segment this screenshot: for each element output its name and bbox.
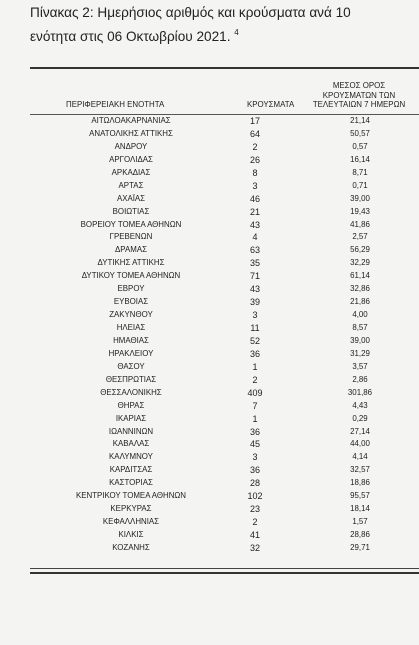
table-row <box>30 361 419 374</box>
cell-seven-day-average: 18,14 <box>350 504 370 514</box>
cell-seven-day-average: 19,43 <box>350 206 370 216</box>
table-body <box>30 115 419 555</box>
cell-cases: 1 <box>252 413 258 424</box>
cell-cases: 64 <box>249 128 260 139</box>
table-row <box>30 322 419 335</box>
cell-seven-day-average: 18,86 <box>350 478 370 488</box>
cell-region: ΗΜΑΘΙΑΣ <box>113 335 149 345</box>
cell-cases: 1 <box>252 361 258 372</box>
table-row <box>30 141 419 154</box>
cell-region: ΒΟΡΕΙΟΥ ΤΟΜΕΑ ΑΘΗΝΩΝ <box>80 219 182 229</box>
cell-region: ΚΕΝΤΡΙΚΟΥ ΤΟΜΕΑ ΑΘΗΝΩΝ <box>75 491 187 501</box>
cell-region: ΓΡΕΒΕΝΩΝ <box>109 232 153 242</box>
cell-cases: 46 <box>249 193 260 204</box>
table-row <box>30 167 419 180</box>
cell-seven-day-average: 32,57 <box>350 465 370 475</box>
table-row <box>30 309 419 322</box>
cell-cases: 36 <box>249 426 260 437</box>
cell-cases: 8 <box>252 167 258 178</box>
header-seven-day-average <box>307 81 411 110</box>
cell-seven-day-average: 21,86 <box>350 297 370 307</box>
cell-cases: 43 <box>249 284 260 295</box>
table-bottom-rule-2 <box>30 572 419 574</box>
cell-region: ΑΡΚΑΔΙΑΣ <box>111 167 151 177</box>
cell-region: ΔΥΤΙΚΟΥ ΤΟΜΕΑ ΑΘΗΝΩΝ <box>81 271 181 281</box>
cell-cases: 7 <box>252 400 258 411</box>
cell-region: ΑΧΑΪΑΣ <box>116 193 146 203</box>
cell-seven-day-average: 32,29 <box>350 258 370 268</box>
cell-region: ΔΡΑΜΑΣ <box>115 245 147 255</box>
table-row <box>30 231 419 244</box>
cell-region: ΖΑΚΥΝΘΟΥ <box>109 310 153 320</box>
cell-region: ΘΕΣΠΡΩΤΙΑΣ <box>105 374 157 384</box>
cell-region: ΗΛΕΙΑΣ <box>116 323 146 332</box>
table-row <box>30 154 419 167</box>
table-row <box>30 296 419 309</box>
cell-seven-day-average: 32,86 <box>350 284 370 294</box>
table-row <box>30 503 419 516</box>
table-row <box>30 413 419 426</box>
cell-cases: 43 <box>249 219 260 230</box>
cell-region: ΘΗΡΑΣ <box>117 400 145 410</box>
cell-cases: 39 <box>249 297 260 308</box>
table-row <box>30 219 419 232</box>
cell-region: ΚΙΛΚΙΣ <box>118 530 144 539</box>
table-bottom-rule-1 <box>30 568 419 569</box>
cell-seven-day-average: 28,86 <box>350 530 370 539</box>
table-row <box>30 451 419 464</box>
cell-seven-day-average: 21,14 <box>350 116 370 125</box>
cell-seven-day-average: 2,86 <box>352 374 368 384</box>
header-avg-line-1: ΜΕΣΟΣ ΟΡΟΣ <box>332 81 386 90</box>
cell-cases: 2 <box>252 374 258 385</box>
cell-cases: 21 <box>249 206 260 217</box>
table-row <box>30 206 419 219</box>
cell-region: ΙΚΑΡΙΑΣ <box>115 413 147 423</box>
cell-region: ΘΕΣΣΑΛΟΝΙΚΗΣ <box>100 387 162 397</box>
table-row <box>30 464 419 477</box>
cell-seven-day-average: 44,00 <box>350 439 370 449</box>
table-row <box>30 516 419 529</box>
header-avg-line-2: ΚΡΟΥΣΜΑΤΩΝ ΤΩΝ <box>322 90 396 100</box>
cell-region: ΔΥΤΙΚΗΣ ΑΤΤΙΚΗΣ <box>97 258 165 268</box>
table-row <box>30 542 419 555</box>
cell-region: ΑΙΤΩΛΟΑΚΑΡΝΑΝΙΑΣ <box>91 116 171 125</box>
table-row <box>30 490 419 503</box>
table-row <box>30 335 419 348</box>
cell-seven-day-average: 61,14 <box>350 271 370 281</box>
cell-cases: 3 <box>252 310 258 321</box>
table-row <box>30 180 419 193</box>
table-row <box>30 244 419 257</box>
cell-cases: 26 <box>249 154 260 165</box>
cell-region: ΘΑΣΟΥ <box>117 361 145 371</box>
table-row <box>30 387 419 400</box>
cell-cases: 2 <box>252 141 258 152</box>
cell-seven-day-average: 0,71 <box>352 180 368 190</box>
cell-seven-day-average: 27,14 <box>350 426 370 436</box>
caption-line-1: Πίνακας 2: Ημερήσιος αριθμός και κρούσματα ανά 10 <box>30 5 351 20</box>
table-row <box>30 374 419 387</box>
cell-cases: 35 <box>249 258 260 269</box>
cell-region: ΕΒΡΟΥ <box>117 284 145 294</box>
cell-cases: 52 <box>249 335 260 346</box>
header-region: ΠΕΡΙΦΕΡΕΙΑΚΗ ΕΝΟΤΗΤΑ <box>66 100 165 109</box>
table-row <box>30 283 419 296</box>
table-row <box>30 400 419 413</box>
cell-seven-day-average: 29,71 <box>350 542 370 552</box>
table-caption <box>30 3 419 47</box>
cell-cases: 28 <box>249 478 260 489</box>
cell-cases: 36 <box>249 465 260 476</box>
cell-region: ΚΑΒΑΛΑΣ <box>112 439 150 449</box>
cell-region: ΚΑΛΥΜΝΟΥ <box>109 452 153 462</box>
cell-cases: 3 <box>252 180 258 191</box>
cell-cases: 41 <box>249 530 260 540</box>
cell-seven-day-average: 8,57 <box>352 323 368 332</box>
cell-cases: 17 <box>249 116 260 126</box>
cell-region: ΑΝΔΡΟΥ <box>114 141 148 151</box>
cell-seven-day-average: 16,14 <box>350 154 370 164</box>
cell-region: ΙΩΑΝΝΙΝΩΝ <box>108 426 154 436</box>
cell-region: ΚΑΣΤΟΡΙΑΣ <box>109 478 153 488</box>
cell-seven-day-average: 56,29 <box>350 245 370 255</box>
cell-cases: 36 <box>249 348 260 359</box>
cell-seven-day-average: 39,00 <box>350 335 370 345</box>
cell-cases: 2 <box>252 517 258 528</box>
cell-seven-day-average: 1,57 <box>352 517 368 527</box>
cell-seven-day-average: 50,57 <box>350 128 370 138</box>
cell-region: ΕΥΒΟΙΑΣ <box>113 297 149 307</box>
cell-cases: 23 <box>249 504 260 515</box>
cell-seven-day-average: 95,57 <box>350 491 370 501</box>
cell-region: ΑΝΑΤΟΛΙΚΗΣ ΑΤΤΙΚΗΣ <box>89 128 173 138</box>
cell-seven-day-average: 39,00 <box>350 193 370 203</box>
cell-cases: 45 <box>249 439 260 450</box>
table-row <box>30 426 419 439</box>
cell-seven-day-average: 8,71 <box>352 167 368 177</box>
cell-region: ΚΕΡΚΥΡΑΣ <box>110 504 152 514</box>
cell-cases: 3 <box>252 452 258 463</box>
cell-cases: 409 <box>247 387 263 398</box>
cell-cases: 63 <box>249 245 260 256</box>
caption-line-2-text: ενότητα στις 06 Οκτωβρίου 2021. <box>30 29 231 44</box>
cell-region: ΒΟΙΩΤΙΑΣ <box>112 206 150 216</box>
footnote-mark: 4 <box>234 28 239 37</box>
cell-cases: 4 <box>252 232 258 243</box>
header-avg-line-3: ΤΕΛΕΥΤΑΙΩΝ 7 ΗΜΕΡΩΝ <box>312 100 406 110</box>
cell-region: ΗΡΑΚΛΕΙΟΥ <box>108 348 154 358</box>
table-row <box>30 529 419 542</box>
cell-seven-day-average: 2,57 <box>352 232 368 242</box>
cell-region: ΑΡΤΑΣ <box>118 180 144 190</box>
table-row <box>30 438 419 451</box>
table-row <box>30 477 419 490</box>
table-row <box>30 270 419 283</box>
cell-cases: 71 <box>249 271 260 282</box>
header-cases: ΚΡΟΥΣΜΑΤΑ <box>247 100 295 109</box>
cell-region: ΚΑΡΔΙΤΣΑΣ <box>109 465 153 475</box>
cell-region: ΑΡΓΟΛΙΔΑΣ <box>109 154 153 164</box>
cell-seven-day-average: 301,86 <box>347 387 373 397</box>
cell-cases: 32 <box>249 542 260 553</box>
cell-seven-day-average: 41,86 <box>350 219 370 229</box>
cell-seven-day-average: 4,43 <box>352 400 368 410</box>
caption-line-2 <box>30 23 419 47</box>
cell-seven-day-average: 31,29 <box>350 348 370 358</box>
table-row <box>30 115 419 128</box>
cell-seven-day-average: 0,29 <box>352 413 368 423</box>
cell-cases: 11 <box>250 323 260 333</box>
table-top-rule <box>30 67 419 69</box>
cell-seven-day-average: 0,57 <box>352 141 368 151</box>
table-row <box>30 348 419 361</box>
cell-region: ΚΕΦΑΛΛΗΝΙΑΣ <box>102 517 160 527</box>
cell-region: ΚΟΖΑΝΗΣ <box>112 542 150 552</box>
table-row <box>30 128 419 141</box>
cell-seven-day-average: 3,57 <box>352 361 368 371</box>
cell-seven-day-average: 4,14 <box>352 452 368 462</box>
cell-cases: 102 <box>247 491 263 502</box>
cell-seven-day-average: 4,00 <box>352 310 368 320</box>
table-row <box>30 193 419 206</box>
table-row <box>30 257 419 270</box>
